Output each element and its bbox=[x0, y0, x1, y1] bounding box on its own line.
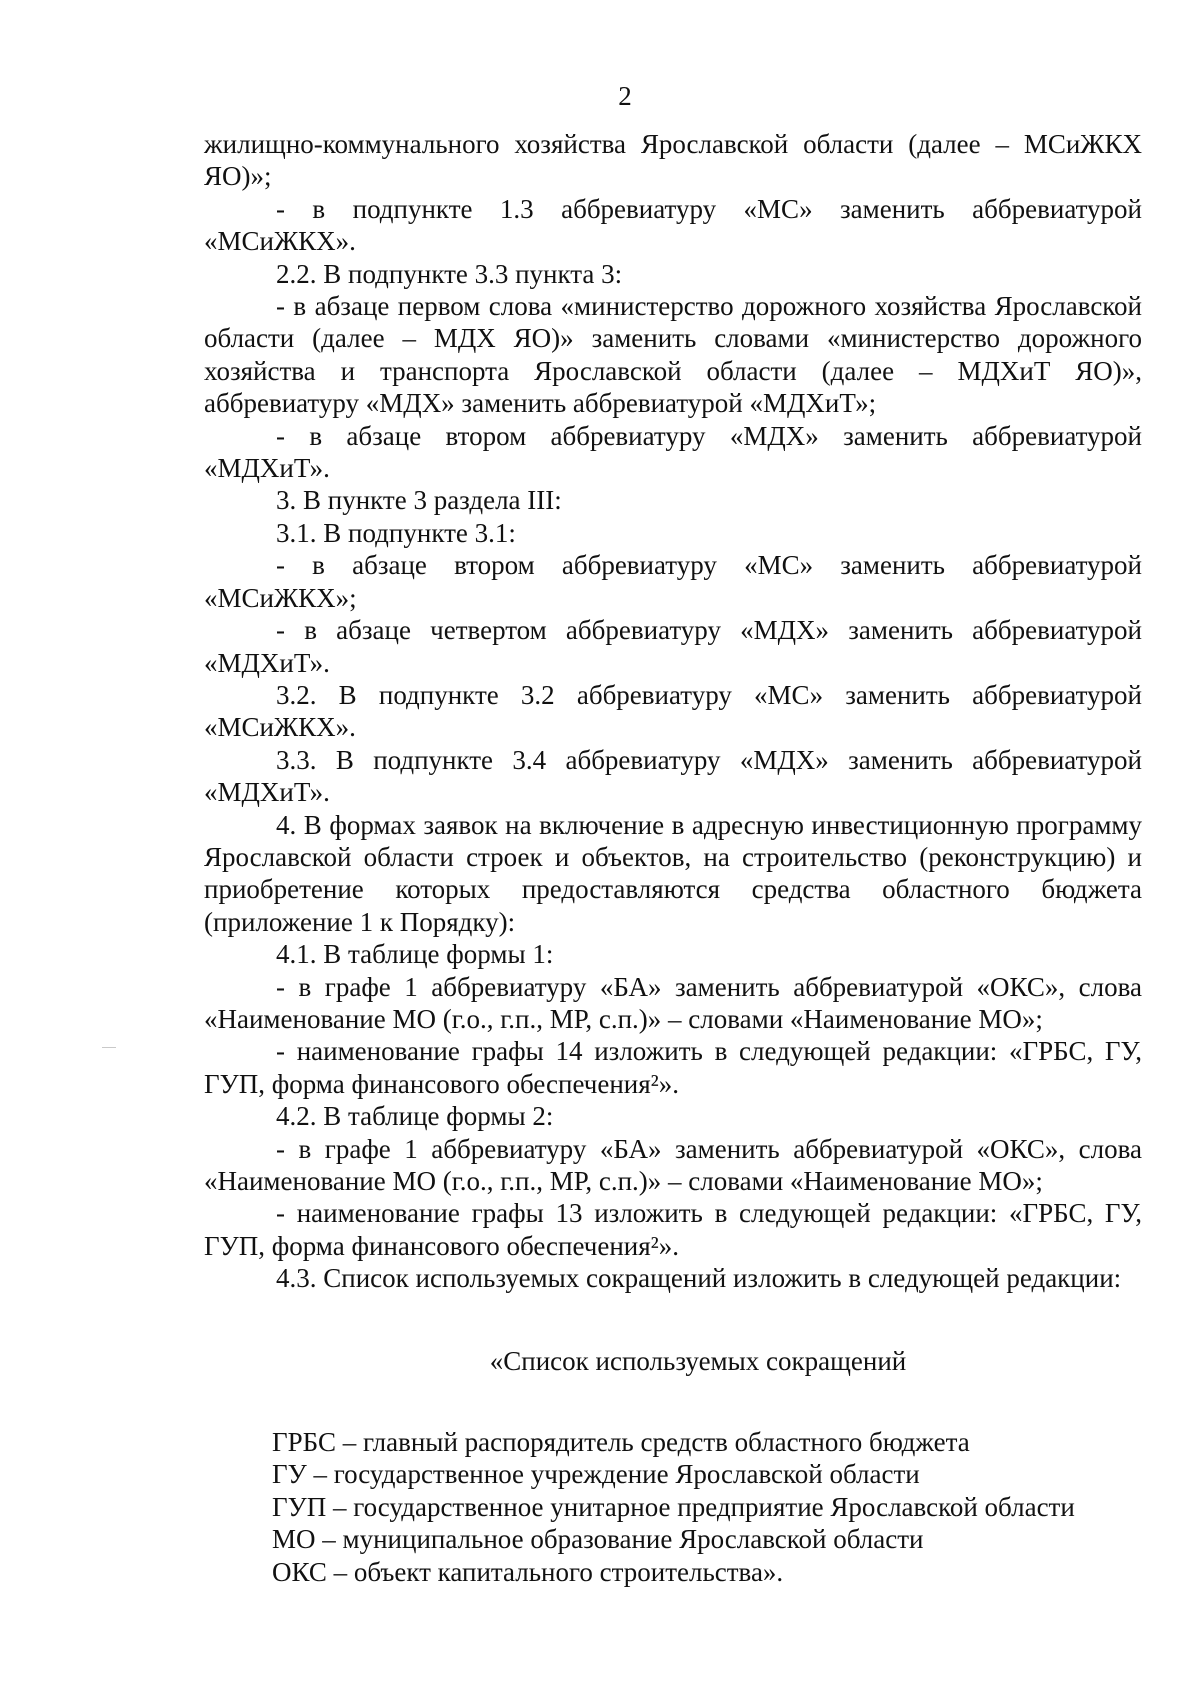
paragraph: - в подпункте 1.3 аббревиатуру «МС» заменить аббревиатурой «МСиЖКХ». bbox=[204, 193, 1142, 257]
paragraph: - наименование графы 13 изложить в следующей редакции: «ГРБС, ГУ, ГУП, форма финансового обеспечения²». bbox=[204, 1198, 1142, 1261]
list-item: ГУП – государственное унитарное предприятие Ярославской области bbox=[272, 1491, 1075, 1522]
paragraph: - в графе 1 аббревиатуру «БА» заменить аббревиатурой «ОКС», слова «Наименование МО (г.о., г.п., МР, с.п.)» – словами «Наименование МО»; bbox=[204, 1133, 1142, 1196]
paragraph: 3.3. В подпункте 3.4 аббревиатуру «МДХ» заменить аббревиатурой «МДХиТ». bbox=[204, 744, 1142, 808]
paragraph: 3.2. В подпункте 3.2 аббревиатуру «МС» заменить аббревиатурой «МСиЖКХ». bbox=[204, 679, 1142, 743]
list-item: МО – муниципальное образование Ярославской области bbox=[272, 1524, 924, 1555]
page-number: 2 bbox=[618, 81, 632, 111]
paragraph: 3. В пункте 3 раздела III: bbox=[276, 485, 562, 516]
paragraph: - в абзаце первом слова «министерство дорожного хозяйства Ярославской области (далее – МДХ ЯО)» заменить словами «министерство дорожного хозяйства и транспорта Ярославской области (далее – МДХиТ ЯО)», аббревиатуру «МДХ» заменить аббревиатурой «МДХиТ»; bbox=[204, 291, 1142, 419]
list-item: ОКС – объект капитального строительства». bbox=[272, 1556, 784, 1587]
paragraph: - в абзаце втором аббревиатуру «МС» заменить аббревиатурой «МСиЖКХ»; bbox=[204, 550, 1142, 613]
paragraph: - наименование графы 14 изложить в следующей редакции: «ГРБС, ГУ, ГУП, форма финансового обеспечения²». bbox=[204, 1036, 1142, 1099]
paragraph: 4.3. Список используемых сокращений изложить в следующей редакции: bbox=[276, 1263, 1122, 1294]
paragraph: жилищно-коммунального хозяйства Ярославской области (далее – МСиЖКХ ЯО)»; bbox=[204, 129, 1142, 192]
paragraph: - в абзаце втором аббревиатуру «МДХ» заменить аббревиатурой «МДХиТ». bbox=[204, 420, 1142, 484]
paragraph: 4. В формах заявок на включение в адресную инвестиционную программу Ярославской области строек и объектов, на строительство (реконструкцию) и приобретение которых предоставляются средства областного бюджета (приложение 1 к Порядку): bbox=[204, 809, 1142, 937]
paragraph: - в абзаце четвертом аббревиатуру «МДХ» заменить аббревиатурой «МДХиТ». bbox=[204, 615, 1142, 678]
abbreviations-list-title: «Список используемых сокращений bbox=[489, 1345, 907, 1376]
list-item: ГУ – государственное учреждение Ярославской области bbox=[272, 1459, 920, 1490]
list-item: ГРБС – главный распорядитель средств областного бюджета bbox=[272, 1427, 970, 1458]
paragraph: 2.2. В подпункте 3.3 пункта 3: bbox=[276, 258, 623, 289]
paragraph: 4.1. В таблице формы 1: bbox=[276, 939, 554, 970]
paragraph: 3.1. В подпункте 3.1: bbox=[276, 517, 516, 548]
paragraph: 4.2. В таблице формы 2: bbox=[276, 1101, 554, 1132]
abbreviations-list bbox=[272, 1426, 1142, 1588]
paragraph: - в графе 1 аббревиатуру «БА» заменить аббревиатурой «ОКС», слова «Наименование МО (г.о., г.п., МР, с.п.)» – словами «Наименование МО»; bbox=[204, 971, 1142, 1034]
scan-margin-mark bbox=[102, 1047, 116, 1048]
document-body bbox=[204, 128, 1142, 1588]
